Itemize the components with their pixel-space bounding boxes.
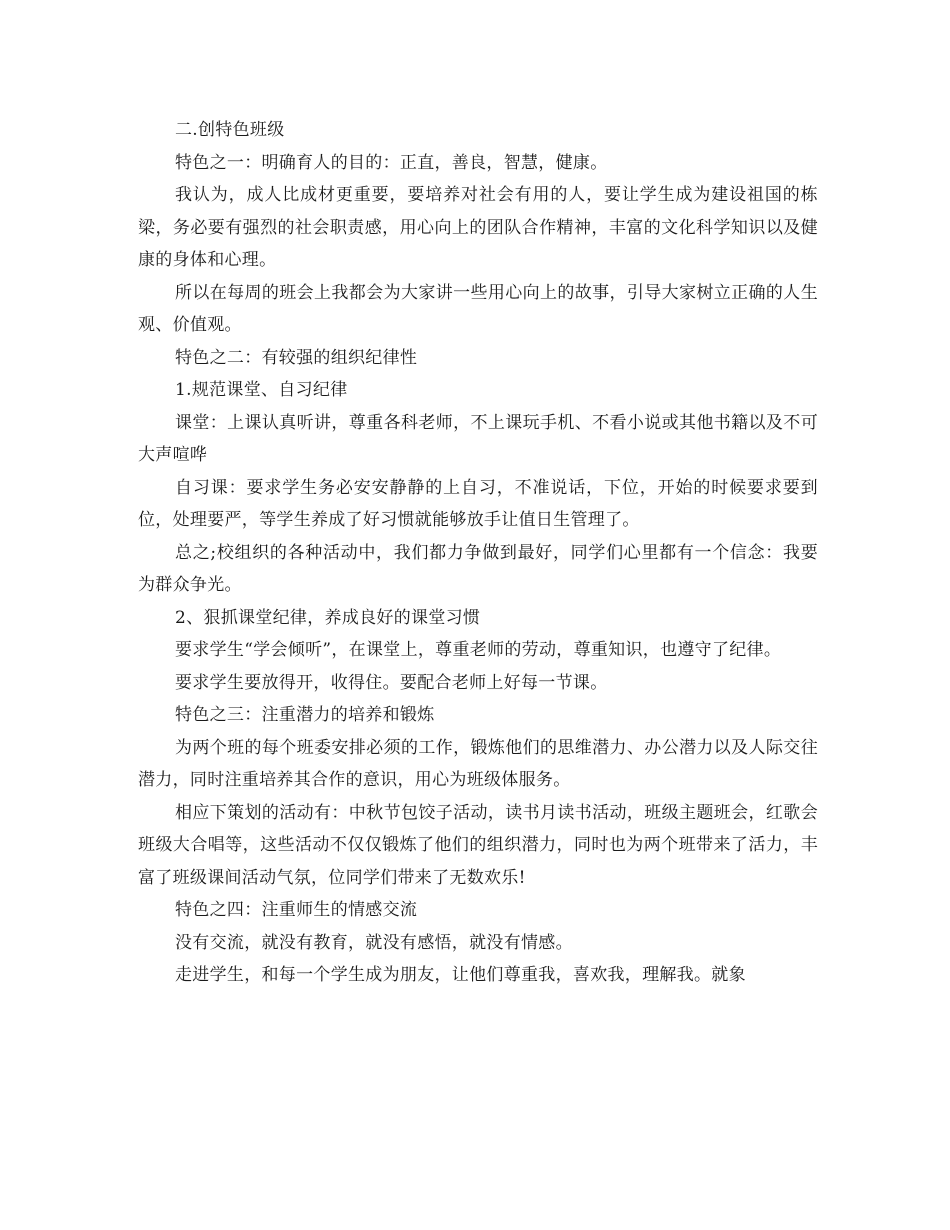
paragraph: 走进学生，和每一个学生成为朋友，让他们尊重我，喜欢我，理解我。就象 [175,965,746,985]
subheading: 2、狠抓课堂纪律，养成良好的课堂习惯 [175,607,481,628]
paragraph: 自习课：要求学生务必安安静静的上自习，不准说话，下位，开始的时候要求要到位，处理要严，等学生养成了好习惯就能够放手让值日生管理了。 [138,477,818,530]
subheading: 1.规范课堂、自习纪律 [175,380,348,400]
paragraph: 课堂：上课认真听讲，尊重各科老师，不上课玩手机、不看小说或其他书籍以及不可大声喧哗 [138,412,818,465]
paragraph: 没有交流，就没有教育，就没有感悟，就没有情感。 [175,932,573,953]
feature-one-heading: 特色之一：明确育人的目的：正直，善良，智慧，健康。 [175,152,608,173]
feature-two-heading: 特色之二：有较强的组织纪律性 [175,347,418,368]
paragraph: 要求学生要放得开，收得住。要配合老师上好每一节课。 [175,672,608,693]
paragraph: 要求学生“学会倾听”，在课堂上，尊重老师的劳动，尊重知识，也遵守了纪律。 [175,640,782,660]
feature-three-heading: 特色之三：注重潜力的培养和锻炼 [175,705,435,725]
paragraph: 总之;校组织的各种活动中，我们都力争做到最好，同学们心里都有一个信念：我要为群众争光。 [138,542,818,595]
feature-four-heading: 特色之四：注重师生的情感交流 [175,900,418,920]
paragraph: 相应下策划的活动有：中秋节包饺子活动，读书月读书活动，班级主题班会，红歌会班级大合唱等，这些活动不仅仅锻炼了他们的组织潜力，同时也为两个班带来了活力，丰富了班级课间活动气氛，位同学们带来了无数欢乐! [138,802,818,888]
paragraph: 我认为，成人比成材更重要，要培养对社会有用的人，要让学生成为建设祖国的栋梁，务必要有强烈的社会职责感，用心向上的团队合作精神，丰富的文化科学知识以及健康的身体和心理。 [138,185,818,270]
section-heading: 二.创特色班级 [175,120,285,140]
paragraph: 所以在每周的班会上我都会为大家讲一些用心向上的故事，引导大家树立正确的人生观、价值观。 [138,282,818,335]
paragraph: 为两个班的每个班委安排必须的工作，锻炼他们的思维潜力、办公潜力以及人际交往潜力，同时注重培养其合作的意识，用心为班级体服务。 [138,737,818,790]
document-body [138,114,818,992]
